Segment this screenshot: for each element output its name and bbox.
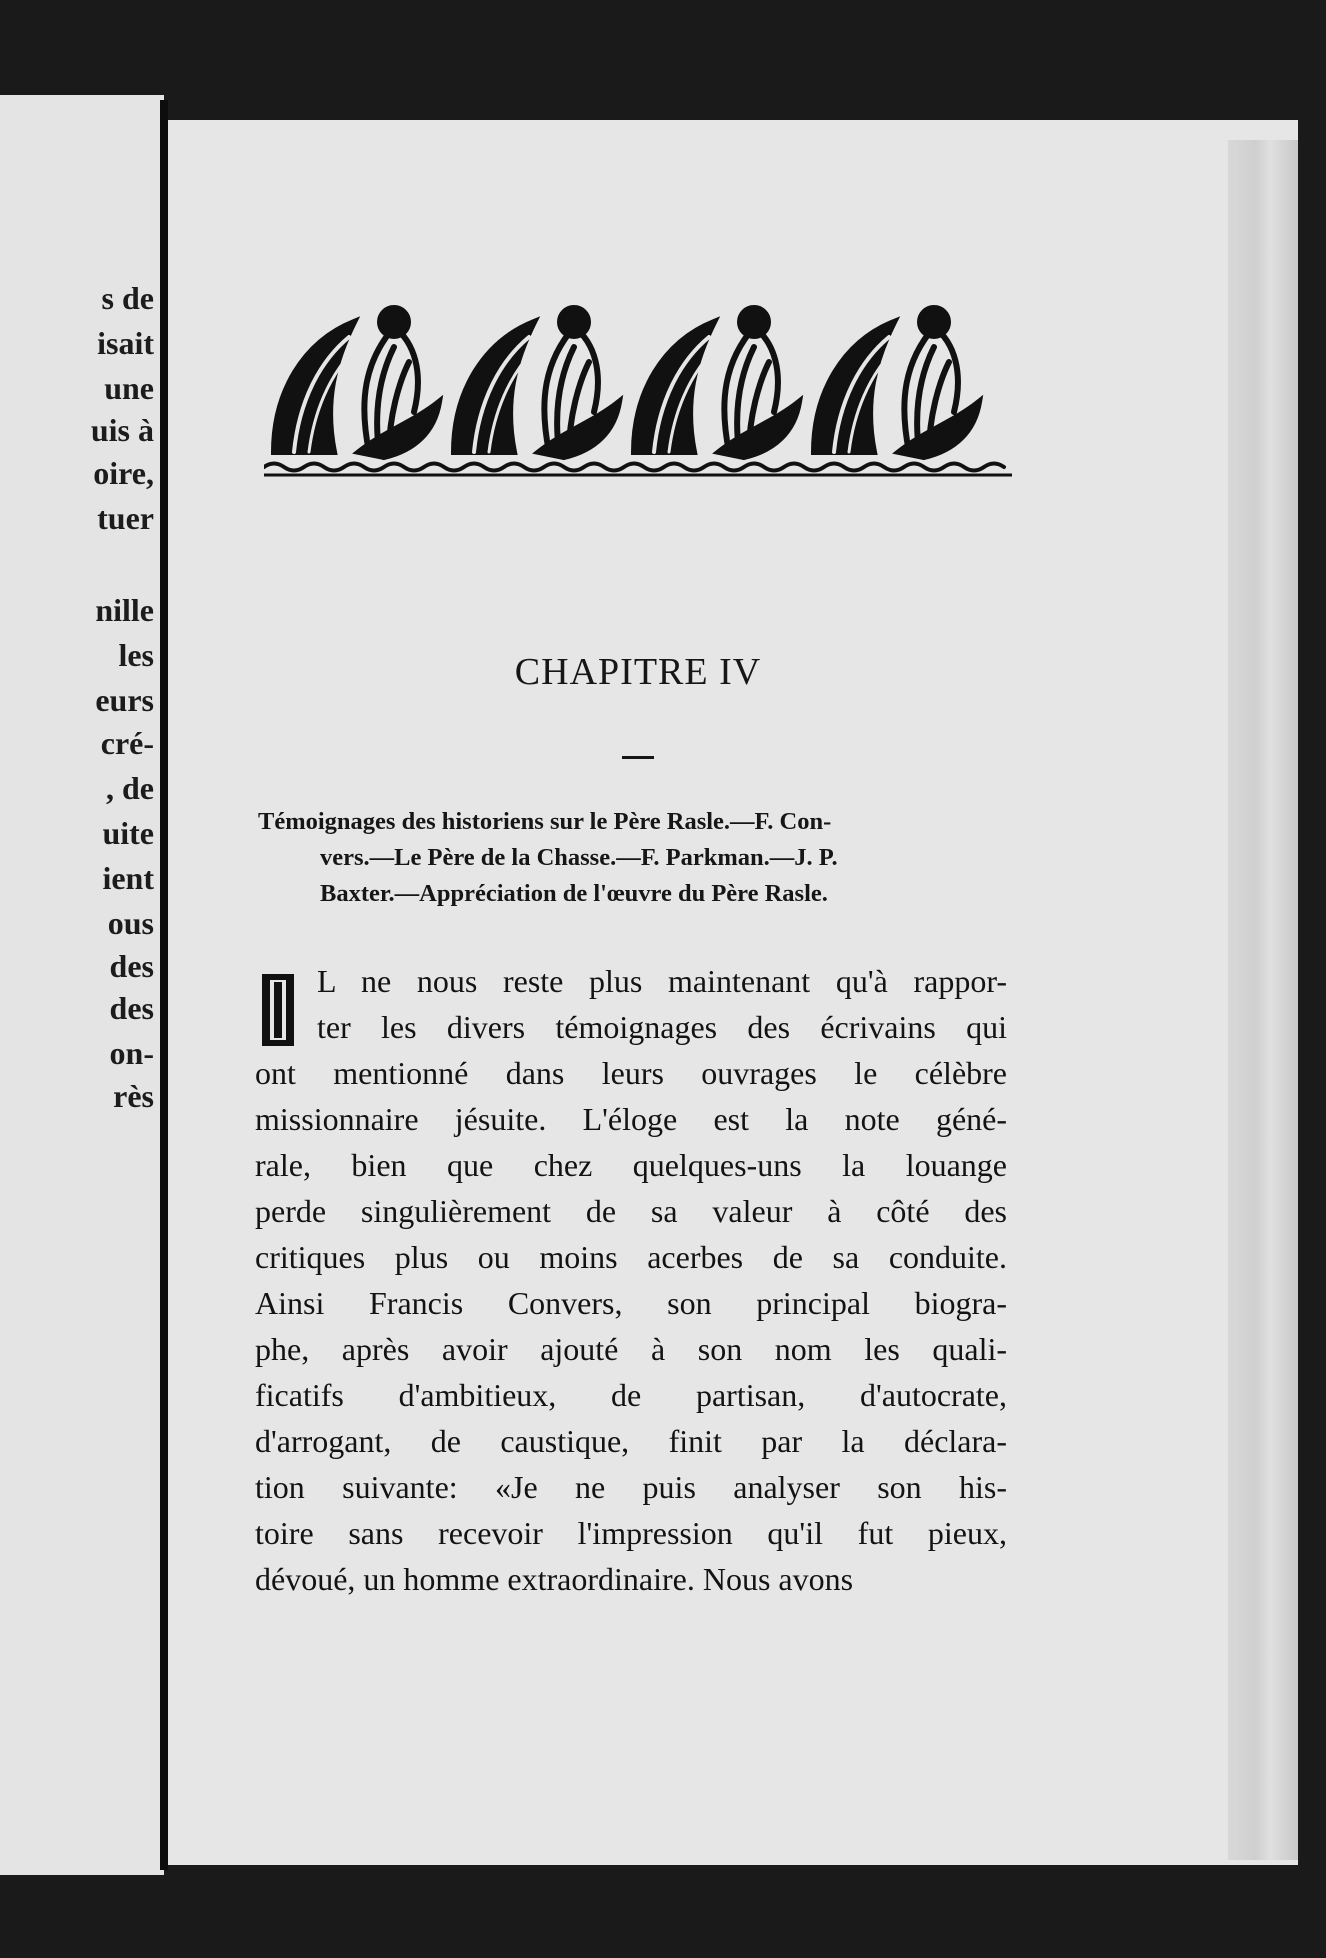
- left-page-text-fragment: , de: [106, 770, 154, 806]
- body-line: tion suivante: «Je ne puis analyser son his-: [255, 1469, 1007, 1505]
- left-page-text-fragment: uite: [102, 815, 154, 851]
- left-page-text-fragment: cré-: [100, 725, 154, 761]
- left-page-text-fragment: tuer: [97, 500, 154, 536]
- left-page-text-fragment: les: [118, 637, 154, 673]
- left-page-text-fragment: des: [109, 948, 154, 984]
- book-gutter: [160, 100, 168, 1870]
- body-line: ter les divers témoignages des écrivains qui: [317, 1009, 1007, 1045]
- body-line: ficatifs d'ambitieux, de partisan, d'autocrate,: [255, 1377, 1007, 1413]
- left-page-text-fragment: oire,: [93, 455, 154, 491]
- summary-line: vers.—Le Père de la Chasse.—F. Parkman.—J. P.: [320, 844, 838, 871]
- body-line: rale, bien que chez quelques-uns la louange: [255, 1147, 1007, 1183]
- left-page-text-fragment: ous: [107, 905, 154, 941]
- body-line: critiques plus ou moins acerbes de sa conduite.: [255, 1239, 1007, 1275]
- left-page-text-fragment: nille: [95, 592, 154, 628]
- title-divider-dash: [622, 756, 654, 759]
- left-page-text-fragment: ient: [102, 860, 154, 896]
- left-page-text-fragment: uis à: [90, 412, 154, 448]
- left-page-text-fragment: isait: [97, 325, 154, 361]
- body-line: Ainsi Francis Convers, son principal biogra-: [255, 1285, 1007, 1321]
- left-page-text-fragment: eurs: [95, 682, 154, 718]
- page-edge: [1228, 140, 1298, 1860]
- left-page-text-fragment: une: [104, 370, 154, 406]
- left-page-text-fragment: s de: [101, 280, 154, 316]
- left-page-text-fragment: des: [109, 990, 154, 1026]
- body-line: ont mentionné dans leurs ouvrages le célèbre: [255, 1055, 1007, 1091]
- svg-text:I: I: [278, 1020, 279, 1021]
- body-line: toire sans recevoir l'impression qu'il fut pieux,: [255, 1515, 1007, 1551]
- body-line: phe, après avoir ajouté à son nom les quali-: [255, 1331, 1007, 1367]
- summary-line: Témoignages des historiens sur le Père Rasle.—F. Con-: [258, 808, 832, 835]
- chapter-summary: [258, 804, 1010, 912]
- summary-line: Baxter.—Appréciation de l'œuvre du Père Rasle.: [320, 880, 828, 907]
- body-text: [255, 958, 1007, 1602]
- body-line: d'arrogant, de caustique, finit par la déclara-: [255, 1423, 1007, 1459]
- body-line: missionnaire jésuite. L'éloge est la note géné-: [255, 1101, 1007, 1137]
- body-line: perde singulièrement de sa valeur à côté des: [255, 1193, 1007, 1229]
- chapter-title: CHAPITRE IV: [514, 651, 762, 693]
- body-line: dévoué, un homme extraordinaire. Nous avons: [255, 1561, 854, 1597]
- left-page-text-fragment: rès: [113, 1078, 154, 1114]
- floral-headpiece-ornament: [264, 302, 1012, 480]
- left-facing-page: [0, 95, 164, 1875]
- left-page-text-fragment: on-: [109, 1035, 154, 1071]
- body-line: L ne nous reste plus maintenant qu'à rappor-: [317, 963, 1007, 999]
